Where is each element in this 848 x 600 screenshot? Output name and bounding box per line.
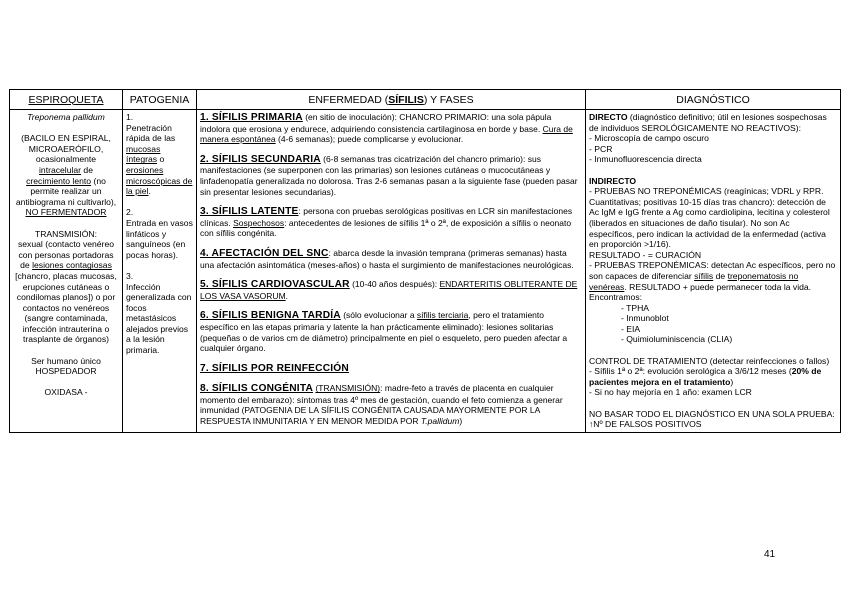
treponemicas-de: de [713,270,728,281]
treponemica-item: - EIA [621,323,641,334]
treponemica-item: - Quimioluminiscencia (CLIA) [621,334,733,345]
fase-latente-title: 3. SÍFILIS LATENTE [200,206,299,218]
fase-cardiovascular-a: (10-40 años después): [349,279,440,290]
content-row [10,110,841,433]
patogenia-2-num: 2. [126,207,134,218]
fase-congenita-a: : madre-feto a través de placenta en cualquier momento del embarazo): síntomas tras 4º mes de gestación, cuando el feto comienza a generar inmunidad (PATOGENIA DE LA SÍFILIS CONGÉNITA CAUSADA MAYORMENTE POR LA RESPUESTA INMUNITARIA Y EN MENOR MEDIDA POR [200,383,563,427]
header-enf-prefix: ENFERMEDAD ( [308,93,389,106]
ocasionalmente-line: ocasionalmente [35,154,97,165]
fase-reinfeccion [200,363,582,375]
diagnostico-cell [586,110,841,433]
header-row [10,90,841,110]
erosiones-microscopicas: erosiones microscópicas de la piel [126,164,193,197]
fase-primaria [200,112,582,145]
fases-cell [197,110,586,433]
indirecto-title: INDIRECTO [589,175,637,186]
fase-primaria-b: (4-6 semanas); puede complicarse y evolucionar. [275,134,464,145]
host-line-2: HOSPEDADOR [35,366,97,377]
lesiones-contagiosas: lesiones contagiosas [32,260,112,271]
header-espiroqueta: ESPIROQUETA [10,90,123,110]
no-treponemicas: - PRUEBAS NO TREPONÉMICAS (reagínicas; VDRL y RPR. Cuantitativas; positivas 10-15 días tras chancro): detección de Ac IgM e IgG frente a Ag como cardiolipina, lecitina y colesterol (liberados en situaciones de daño tisular). No son Ac específicos, pero indican la actividad de la enfermedad (activa en proporción >1/16). [589,186,830,250]
fase-primaria-u: Cura de manera espontánea [200,123,573,145]
fase-reinfeccion-title: 7. SÍFILIS POR REINFECCIÓN [200,362,349,374]
fase-congenita-u: (TRANSMISIÓN) [315,383,381,394]
bacilo-line: (BACILO EN ESPIRAL, [21,133,111,144]
fase-benigna-b: , pero el tratamiento específico en las etapas primaria y latente la han prácticamente eliminado): lesiones solitarias (pequeñas o de varios cm de diámetro) principalmente en piel o esqueleto, pero pueden afectar a cualquier órgano. [200,310,568,354]
fase-latente-u: Sospechosos [233,217,285,228]
control-1-c: ) [730,376,734,387]
directo-para [589,112,837,133]
de-text: de [81,164,93,175]
fase-cardiovascular [200,279,582,301]
fase-secundaria-a: (6-8 semanas tras cicatrización del chancro primario): sus manifestaciones (se superponen con las primarias) son lesiones cutáneas o mucocutáneas y linfadenopatía generalizada no dolorosa. Tras 2-6 semanas pasan a la siguiente fase (pueden pasar sin presentar lesiones secundarias). [200,153,578,197]
patogenia-3-num: 3. [126,270,134,281]
no-fermentador-text: NO FERMENTADOR [25,207,107,218]
fase-secundaria-title: 2. SÍFILIS SECUNDARIA [200,153,321,165]
fase-snc [200,248,582,270]
control-1 [589,366,837,387]
crecimiento-text: crecimiento lento [26,175,92,186]
oxidasa-line: OXIDASA - [44,387,88,398]
treponemica-item: - TPHA [621,302,650,313]
organism-name: Treponema pallidum [27,112,105,122]
fase-benigna [200,310,582,353]
directo-text: (diagnóstico definitivo; útil en lesiones sospechosas de individuos SEROLÓGICAMENTE NO REACTIVOS): [589,112,827,133]
final-note: NO BASAR TODO EL DIAGNÓSTICO EN UNA SOLA PRUEBA: ↑Nº DE FALSOS POSITIVOS [589,408,835,430]
treponemicas-a: - PRUEBAS TREPONÉMICAS: detectan Ac específicos, pero no son capaces de diferenciar [589,260,836,281]
fase-cardiovascular-u: ENDARTERITIS OBLITERANTE DE LOS VASA VASORUM [200,279,578,301]
directo-item: - Inmunofluorescencia directa [589,154,702,165]
intracelular-line [13,165,119,176]
fase-primaria-title: 1. SÍFILIS PRIMARIA [200,112,303,123]
treponematosis: treponematosis no venéreas [589,270,799,292]
microaerofilo-line: MICROAERÓFILO, [28,143,104,154]
fase-secundaria [200,154,582,197]
transmision-title: TRANSMISIÓN: [34,228,98,239]
control-2: - Si no hay mejoría en 1 año: examen LCR [589,387,752,398]
patogenia-1 [126,123,193,197]
patogenia-1-a: Penetración rápida de las [126,122,176,144]
fase-latente-a: : persona con pruebas serológicas positivas en LCR sin manifestaciones clínicas. [200,206,573,228]
header-enfermedad [197,90,586,110]
fase-congenita-i: T.pallidum [420,416,460,427]
transmision-b: [chancro, placas mucosas, erupciones cutáneas o condilomas planos]) o por contactos no venéreos (sangre contaminada, infección intrauterina o trasplante de órganos) [15,270,117,345]
patogenia-1-end: . [148,186,151,197]
transmision-text [13,239,119,345]
control-1-a: - Sífilis 1ª o 2ª: evolución serológica a 3/6/12 meses ( [589,366,792,377]
fase-latente [200,206,582,239]
patogenia-cell [123,110,197,433]
fase-benigna-a: (sólo evolucionar a [340,310,417,321]
fase-congenita-title: 8. SÍFILIS CONGÉNITA [200,383,314,395]
fase-benigna-title: 6. SÍFILIS BENIGNA TARDÍA [200,310,341,322]
host-line-1: Ser humano único [31,355,101,366]
fase-latente-b: : antecedentes de lesiones de sífilis 1ª o 2ª, de exposición a sífilis o neonato con sífilis congénita. [200,217,572,239]
directo-item: - Microscopía de campo oscuro [589,133,709,144]
fase-cardiovascular-title: 5. SÍFILIS CARDIOVASCULAR [200,279,350,291]
antibiograma-text: (no permite realizar un antibiograma ni cultivarlo), [15,175,117,207]
fase-congenita [200,383,582,426]
crecimiento-line [13,176,119,218]
syphilis-table [9,89,841,433]
header-enf-sifilis: SÍFILIS [388,93,424,106]
header-enf-suffix: ) Y FASES [423,93,474,106]
patogenia-1-o: o [157,154,165,165]
intracelular-text: intracelular [39,164,82,175]
fase-congenita-b: ) [459,416,463,427]
treponemicas [589,260,837,302]
page-number: 41 [764,549,776,560]
treponemicas-c: . RESULTADO + puede permanecer toda la vida. Encontramos: [589,281,812,303]
header-patogenia: PATOGENIA [123,90,197,110]
control-title: CONTROL DE TRATAMIENTO (detectar reinfecciones o fallos) [589,355,830,366]
fase-snc-a: : abarca desde la invasión temprana (primeras semanas) hasta una afectación asintomática (meses-años) o hasta el surgimiento de manifestaciones neurológicas. [200,247,574,270]
directo-title: DIRECTO [589,112,628,122]
treponemica-item: - Inmunoblot [621,313,669,324]
mucosas-integras: mucosas íntegras [126,143,161,165]
header-diagnostico: DIAGNÓSTICO [586,90,841,110]
fase-benigna-u: sífilis terciaria [416,310,469,321]
patogenia-3: Infección generalizada con focos metastásicos alejados previos a la lesión primaria. [126,281,192,356]
resultado-curacion: RESULTADO - = CURACIÓN [589,249,702,260]
patogenia-1-num: 1. [126,112,134,122]
control-1-b: 20% de pacientes mejora en el tratamiento [589,366,822,387]
directo-item: - PCR [589,143,613,154]
fase-snc-title: 4. AFECTACIÓN DEL SNC [200,247,329,259]
transmision-a: sexual (contacto venéreo con personas portadoras de [17,239,115,271]
treponemicas-sifilis: sífilis [694,270,714,281]
patogenia-2: Entrada en vasos linfáticos y sanguíneos (en pocas horas). [126,217,193,260]
espiroqueta-cell [10,110,123,433]
fase-primaria-a: (en sitio de inoculación): CHANCRO PRIMARIO: una sola pápula indolora que erosiona y endurece, adquiriendo consistencia cartilaginosa en borde y base. [200,112,552,134]
fase-cardiovascular-b: . [285,290,289,301]
